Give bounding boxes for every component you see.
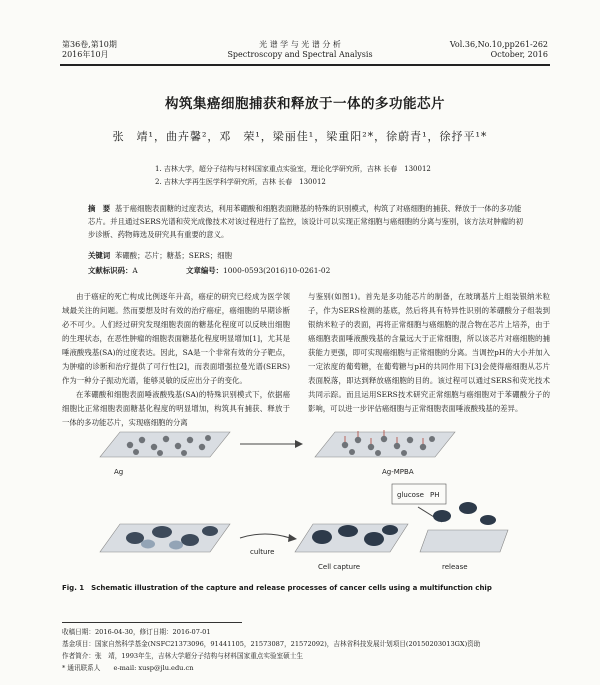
- header-journal: [200, 40, 400, 60]
- cell-release-panel: [420, 502, 508, 571]
- header-date-en: October, 2016: [490, 50, 548, 59]
- footnote-contact: * 通讯联系人 e-mail: xusp@jlu.edu.cn: [62, 664, 194, 672]
- cell-culture-panel: [100, 524, 230, 552]
- footnote-funding: 基金项目：国家自然科学基金(NSFC21373096，91441105，21573087，21572092)，吉林省科技发展计划项目(20150203013GX)资助: [62, 640, 481, 648]
- footnote-author-bio: 作者简介：张 靖，1993年生，吉林大学超分子结构与材料国家重点实验室硕士生: [62, 652, 303, 660]
- label-ph: PH: [430, 491, 440, 499]
- label-ag: Ag: [114, 468, 124, 476]
- header-volume: [62, 40, 182, 60]
- header-journal-en: Spectroscopy and Spectral Analysis: [227, 50, 373, 59]
- label-cell-capture: Cell capture: [318, 563, 361, 571]
- abstract: [88, 202, 528, 241]
- abstract-label: 摘 要: [88, 204, 111, 213]
- label-glucose: glucose: [397, 491, 424, 499]
- abstract-text: 基于癌细胞表面糖的过度表达，利用苯硼酸和细胞表面糖基的特殊的识别模式，构筑了对癌细胞的捕获、释放于一体的多功能芯片。并且通过SERS光谱和荧光成像技术对该过程进行了监控，该设计可以实现正常细胞与癌细胞的分离与鉴别，该方法对肿瘤的初步诊断、药物筛选及研究具有重要的意义。: [88, 204, 523, 239]
- paper-title: 构筑集癌细胞捕获和释放于一体的多功能芯片: [165, 96, 445, 112]
- affiliation-2: 2. 吉林大学再生医学科学研究所，吉林 长春 130012: [155, 178, 326, 186]
- body-column-left: [62, 290, 290, 430]
- arrow-head-icon: [288, 534, 297, 542]
- header-journal-cn: 光 谱 学 与 光 谱 分 析: [259, 40, 341, 49]
- affiliation-1: 1. 吉林大学，超分子结构与材料国家重点实验室，理论化学研究所，吉林 长春 130012: [155, 165, 431, 173]
- author-list: 张 靖¹，曲卉馨²，邓 荣¹，梁丽佳¹，梁重阳²*，徐蔚青¹，徐抒平¹*: [112, 130, 488, 143]
- header-volume-cn: 第36卷,第10期: [62, 40, 117, 49]
- body-paragraph: 在苯硼酸和细胞表面唾液酸残基(SA)的特殊识别模式下，依据癌细胞比正常细胞表面糖基化程度的明显增加，构筑具有捕获、释放于一体的多功能芯片，实现癌细胞的分离: [62, 390, 290, 427]
- footnote-rule: [62, 622, 242, 623]
- article-number-value: 1000-0593(2016)10-0261-02: [223, 266, 331, 275]
- label-culture: culture: [250, 548, 275, 556]
- article-number-label: 文章编号：: [186, 266, 224, 275]
- body-paragraph: 由于癌症的死亡构成比例逐年升高，癌症的研究已经成为医学领域最关注的问题。然而要想及时有效的治疗癌症，癌细胞的早期诊断必不可少。人们经过研究发现细胞表面的糖基化程度可以反映出细胞的生理状态，在恶性肿瘤的细胞表面糖基化程度明显增加[1]，尤其是唾液酸残基(SA)的过度表达。因此，SA是一个非常有效的分子靶点，为肿瘤的诊断和治疗提供了可行性[2]，而表面增强拉曼光谱(SERS)作为一种分子振动光谱，能够灵敏的反应出分子的变化。: [62, 292, 290, 385]
- header-issue: [420, 40, 548, 60]
- footnote-dates: 收稿日期：2016-04-30，修订日期：2016-07-01: [62, 628, 211, 636]
- ag-mpba-panel: [315, 430, 455, 476]
- cell-capture-panel: [295, 524, 408, 571]
- header-volume-en: Vol.36,No.10,pp261-262: [449, 40, 548, 49]
- figure-caption: Fig. 1 Schematic illustration of the capture and release processes of cancer cells using a multifunction chip: [62, 584, 492, 592]
- keywords: [88, 250, 232, 261]
- clc-value: A: [132, 266, 138, 275]
- figure-schematic: [90, 412, 510, 576]
- body-paragraph: 与鉴别(如图1)。首先是多功能芯片的制备，在玻璃基片上组装银纳米粒子，作为SERS检测的基底，然后将具有特异性识别的苯硼酸分子组装到银纳米粒子的表面，再将正常细胞与癌细胞的混合物在芯片上培养，由于癌细胞表面唾液酸残基的含量远大于正常细胞，所以该芯片对癌细胞的捕获能力更强，即可实现癌细胞与正常细胞的分离。当调控pH的大小并加入一定浓度的葡萄糖，在葡萄糖与pH的共同作用下[3]会使得癌细胞从芯片表面脱落，即达到释放癌细胞的目的。该过程可以通过SERS和荧光技术共同示踪。而且运用SERS技术研究正常细胞与癌细胞对于苯硼酸分子的影响，可以进一步评估癌细胞与正常细胞表面唾液酸残基的差异。: [308, 292, 550, 413]
- clc-label: 文献标识码：: [88, 266, 133, 275]
- ag-substrate-panel: [100, 432, 230, 476]
- body-column-right: [308, 290, 550, 416]
- arrow-culture: [240, 534, 290, 538]
- header-rule: [60, 64, 550, 66]
- keywords-label: 关键词: [88, 251, 111, 260]
- article-meta: [88, 265, 330, 276]
- label-ag-mpba: Ag-MPBA: [382, 468, 414, 476]
- arrow-head-icon: [295, 440, 303, 448]
- label-release: release: [442, 563, 468, 571]
- keywords-text: 苯硼酸；芯片；糖基；SERS；细胞: [114, 251, 233, 260]
- header-date-cn: 2016年10月: [62, 50, 109, 59]
